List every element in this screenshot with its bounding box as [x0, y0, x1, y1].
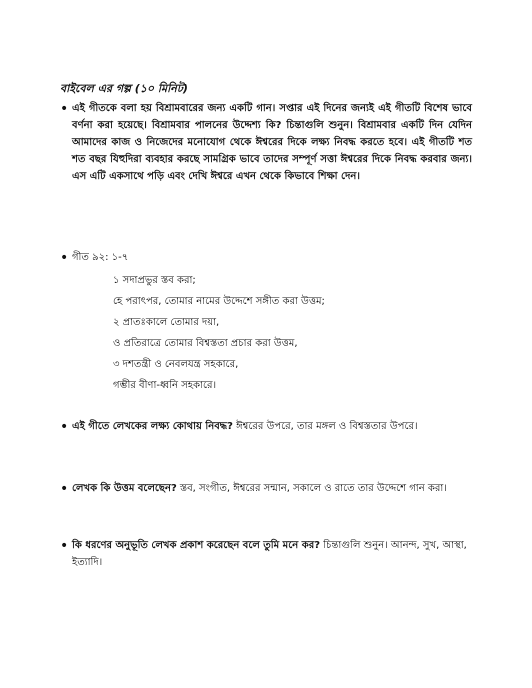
list-item [60, 100, 472, 185]
scripture-reference: গীত ৯২: ১-৭ [72, 252, 129, 263]
verse-line: হে পরাৎপর, তোমার নামের উদ্দেশে সঙ্গীত করা উত্তম; [113, 296, 325, 307]
bullet-icon: • [60, 481, 69, 497]
question-text: এই গীতে লেখকের লক্ষ্য কোথায় নিবদ্ধ? [72, 421, 233, 432]
question-text: কি ধরণের অনুভূতি লেখক প্রকাশ করেছেন বলে তুমি মনে কর? [72, 540, 321, 551]
verse-line: ২ প্রাতঃকালে তোমার দয়া, [113, 317, 220, 328]
bullet-icon: • [60, 538, 69, 554]
verse-line: ৩ দশতন্ত্রী ও নেবলযন্ত্র সহকারে, [113, 359, 239, 370]
list-item [60, 537, 472, 571]
question-text: লেখক কি উত্তম বলেছেন? [72, 483, 177, 494]
list-item [60, 418, 472, 435]
bullet-icon: • [60, 250, 69, 266]
answer-text: ঈশ্বরের উপরে, তার মঙ্গল ও বিশ্বস্ততার উপরে। [232, 421, 418, 432]
verse-block [113, 270, 443, 396]
answer-text: চিন্তাগুলি শুনুন। আনন্দ, সুখ, আস্থা, ইত্যাদি। [72, 540, 467, 568]
answer-text: স্তব, সংগীত, ঈশ্বরের সন্মান, সকালে ও রাতে তার উদ্দেশে গান করা। [176, 483, 447, 494]
bullet-icon: • [60, 101, 69, 117]
list-item [60, 249, 472, 266]
intro-paragraph: এই গীতকে বলা হয় বিশ্রামবারের জন্য একটি গান। সপ্তার এই দিনের জন্যই এই গীতটি বিশেষ ভাবে বর্ণনা করা হয়েছে। বিশ্রামবার পালনের উদ্দেশ্য কি? চিন্তাগুলি শুনুন। বিশ্রামবার একটি দিন যেদিন আমাদের কাজ ও নিজেদের মনোযোগ থেকে ঈশ্বরের দিকে লক্ষ্য নিবদ্ধ করতে হবে। এই গীতটি শত শত বছর যিহুদিরা ব্যবহার করছে সামগ্রিক ভাবে তাদের সম্পূর্ণ সত্তা ঈশ্বরের দিকে নিবদ্ধ করবার জন্য। এস এটি একসাথে পড়ি এবং দেখি ঈশ্বরে এখন থেকে কিভাবে শিক্ষা দেন। [72, 103, 472, 182]
verse-line: গম্ভীর বীণা-ধ্বনি সহকারে। [113, 380, 217, 391]
verse-line: ১ সদাপ্রভুর স্তব করা; [113, 275, 196, 286]
verse-line: ও প্রতিরাত্রে তোমার বিশ্বস্ততা প্রচার করা উত্তম, [113, 338, 298, 349]
list-item [60, 480, 472, 497]
section-heading: বাইবেল এর গল্প (১০ মিনিট) [60, 82, 188, 95]
bullet-icon: • [60, 419, 69, 435]
